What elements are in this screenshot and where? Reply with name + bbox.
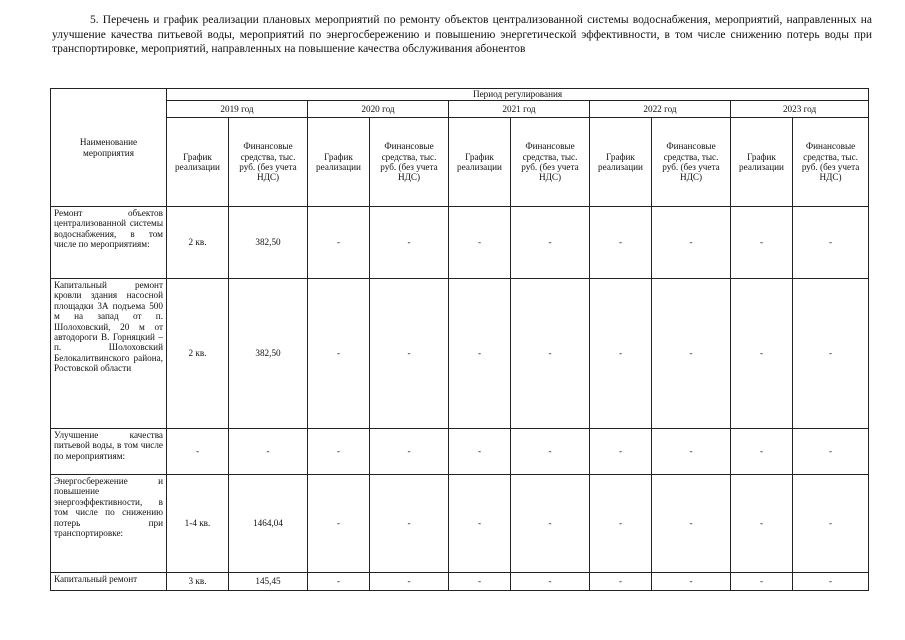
finance-cell: 382,50 [229,207,308,279]
finance-cell: - [793,475,869,573]
finance-cell: - [793,573,869,591]
schedule-cell: 3 кв. [167,573,229,591]
section-heading: 5. Перечень и график реализации плановых мероприятий по ремонту объектов централизованной системы водоснабжения, мероприятий, направленных на улучшение качества питьевой воды, мероприятий по энергосбережению и повышению энергетической эффективности, в том числе снижению потерь воды при транспортировке, мероприятий, направленных на повышение качества обслуживания абонентов [52,14,872,55]
finance-cell: - [370,573,449,591]
schedule-cell: 2 кв. [167,279,229,429]
table-row [51,279,869,429]
finance-header: Финансовые средства, тыс. руб. (без учета НДС) [793,118,869,207]
finance-cell: - [793,429,869,475]
schedule-cell: - [590,279,652,429]
finance-cell: - [652,475,731,573]
year-header: 2020 год [308,101,449,118]
finance-cell: - [511,429,590,475]
schedule-cell: - [731,475,793,573]
year-header: 2021 год [449,101,590,118]
schedule-cell: - [449,429,511,475]
finance-cell: - [652,573,731,591]
finance-cell: 1464,04 [229,475,308,573]
schedule-cell: - [308,475,370,573]
measure-name-cell: Улучшение качества питьевой воды, в том числе по мероприятиям: [51,429,167,475]
schedule-cell: - [731,429,793,475]
finance-cell: - [511,279,590,429]
table-row [51,573,869,591]
finance-header: Финансовые средства, тыс. руб. (без учета НДС) [229,118,308,207]
table-row [51,475,869,573]
measure-name-cell: Энергосбережение и повышение энергоэффективности, в том числе по снижению потерь при транспортировке: [51,475,167,573]
schedule-cell: - [449,207,511,279]
table-row [51,207,869,279]
finance-header: Финансовые средства, тыс. руб. (без учета НДС) [370,118,449,207]
schedule-cell: - [449,573,511,591]
schedule-header: График реализации [590,118,652,207]
finance-cell: - [370,279,449,429]
year-header: 2022 год [590,101,731,118]
period-header: Период регулирования [167,89,869,101]
schedule-cell: - [590,475,652,573]
finance-cell: - [511,207,590,279]
schedule-cell: - [167,429,229,475]
year-header: 2019 год [167,101,308,118]
table-body [51,207,869,591]
finance-header: Финансовые средства, тыс. руб. (без учета НДС) [511,118,590,207]
measure-name-cell: Капитальный ремонт [51,573,167,591]
schedule-header: График реализации [308,118,370,207]
schedule-cell: - [449,279,511,429]
finance-cell: - [511,573,590,591]
schedule-cell: 2 кв. [167,207,229,279]
finance-cell: - [370,207,449,279]
schedule-cell: - [308,429,370,475]
finance-cell: - [370,429,449,475]
finance-cell: - [511,475,590,573]
name-column-header: Наименование мероприятия [51,89,167,207]
measures-table [50,88,869,591]
schedule-cell: - [731,573,793,591]
finance-cell: - [793,279,869,429]
finance-cell: 382,50 [229,279,308,429]
finance-cell: - [793,207,869,279]
schedule-header: График реализации [731,118,793,207]
year-header: 2023 год [731,101,869,118]
schedule-cell: - [590,573,652,591]
schedule-cell: 1-4 кв. [167,475,229,573]
finance-cell: - [652,279,731,429]
schedule-cell: - [308,207,370,279]
schedule-cell: - [308,279,370,429]
schedule-cell: - [308,573,370,591]
finance-cell: - [229,429,308,475]
table-row [51,429,869,475]
schedule-header: График реализации [167,118,229,207]
measure-name-cell: Ремонт объектов централизованной системы водоснабжения, в том числе по мероприятиям: [51,207,167,279]
finance-cell: - [652,207,731,279]
schedule-cell: - [731,279,793,429]
finance-header: Финансовые средства, тыс. руб. (без учета НДС) [652,118,731,207]
schedule-cell: - [590,429,652,475]
measure-name-cell: Капитальный ремонт кровли здания насосной площадки 3А подъема 500 м на запад от п. Шолоховский, 20 м от автодороги В. Горняцкий – п. Шолоховский Белокалитвинского района, Ростовской области [51,279,167,429]
finance-cell: - [652,429,731,475]
schedule-cell: - [590,207,652,279]
finance-cell: 145,45 [229,573,308,591]
schedule-header: График реализации [449,118,511,207]
finance-cell: - [370,475,449,573]
schedule-cell: - [449,475,511,573]
schedule-cell: - [731,207,793,279]
